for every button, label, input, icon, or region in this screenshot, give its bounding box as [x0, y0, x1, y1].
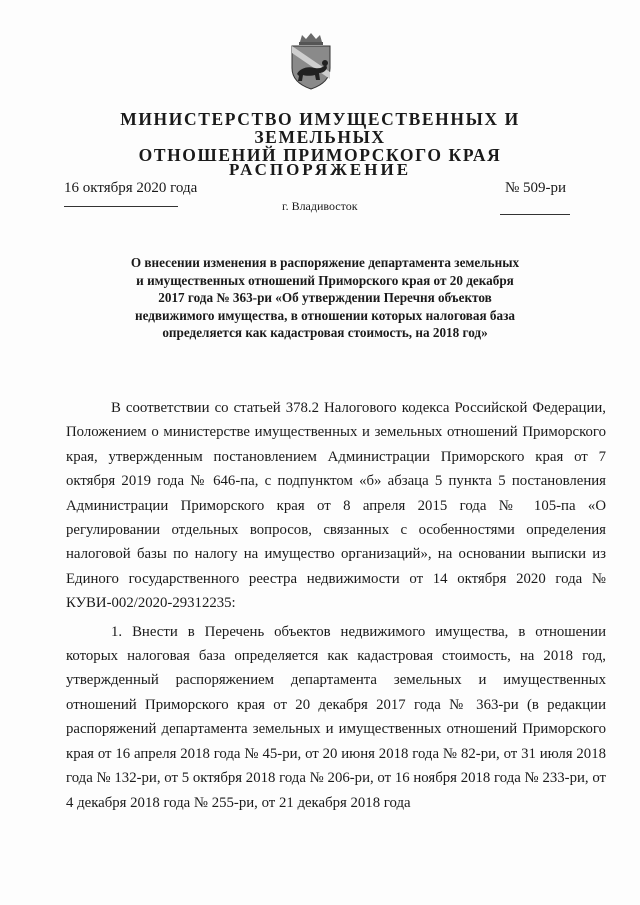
number-underline: [500, 214, 570, 215]
document-body: [66, 396, 606, 815]
date-underline: [64, 206, 178, 207]
document-date: 16 октября 2020 года: [64, 180, 198, 196]
document-city: г. Владивосток: [282, 199, 358, 213]
ministry-name-line1: МИНИСТЕРСТВО ИМУЩЕСТВЕННЫХ И ЗЕМЕЛЬНЫХ: [120, 109, 520, 147]
document-subject: О внесении изменения в распоряжение департамента земельных и имущественных отношений Приморского края от 20 декабря 2017 года № 363-ри «Об утверждении Перечня объектов недвижимого имущества, в отношении которых налоговая база определяется как кадастровая стоимость, на 2018 год»: [130, 255, 520, 340]
document-number: № 509-ри: [505, 180, 567, 196]
primorye-coat-of-arms-icon: [288, 32, 334, 90]
document-type-heading: РАСПОРЯЖЕНИЕ: [228, 160, 412, 179]
ministry-name-line2: ОТНОШЕНИЙ ПРИМОРСКОГО КРАЯ: [138, 145, 502, 165]
ministry-name: [60, 110, 580, 164]
preamble-paragraph: В соответствии со статьей 378.2 Налогового кодекса Российской Федерации, Положением о министерстве имущественных и земельных отношений Приморского края, утвержденным постановлением Администрации Приморского края от 7 октября 2019 года № 646-па, с подпунктом «б» абзаца 5 пункта 5 постановления Администрации Приморского края от 8 апреля 2015 года № 105-па «О регулировании отдельных вопросов, связанных с особенностями определения налоговой базы по налогу на имущество организаций», на основании выписки из Единого государственного реестра недвижимости от 14 октября 2020 года № КУВИ-002/2020-29312235:: [66, 400, 606, 612]
item-1-paragraph: 1. Внести в Перечень объектов недвижимого имущества, в отношении которых налоговая база определяется как кадастровая стоимость, на 2018 год, утвержденный распоряжением департамента земельных и имущественных отношений Приморского края от 20 декабря 2017 года № 363-ри (в редакции распоряжений департамента земельных и имущественных отношений Приморского края от 16 апреля 2018 года № 45-ри, от 20 июня 2018 года № 82-ри, от 31 июля 2018 года № 132-ри, от 5 октября 2018 года № 206-ри, от 16 ноября 2018 года № 233-ри, от 4 декабря 2018 года № 255-ри, от 21 декабря 2018 года: [66, 623, 606, 811]
